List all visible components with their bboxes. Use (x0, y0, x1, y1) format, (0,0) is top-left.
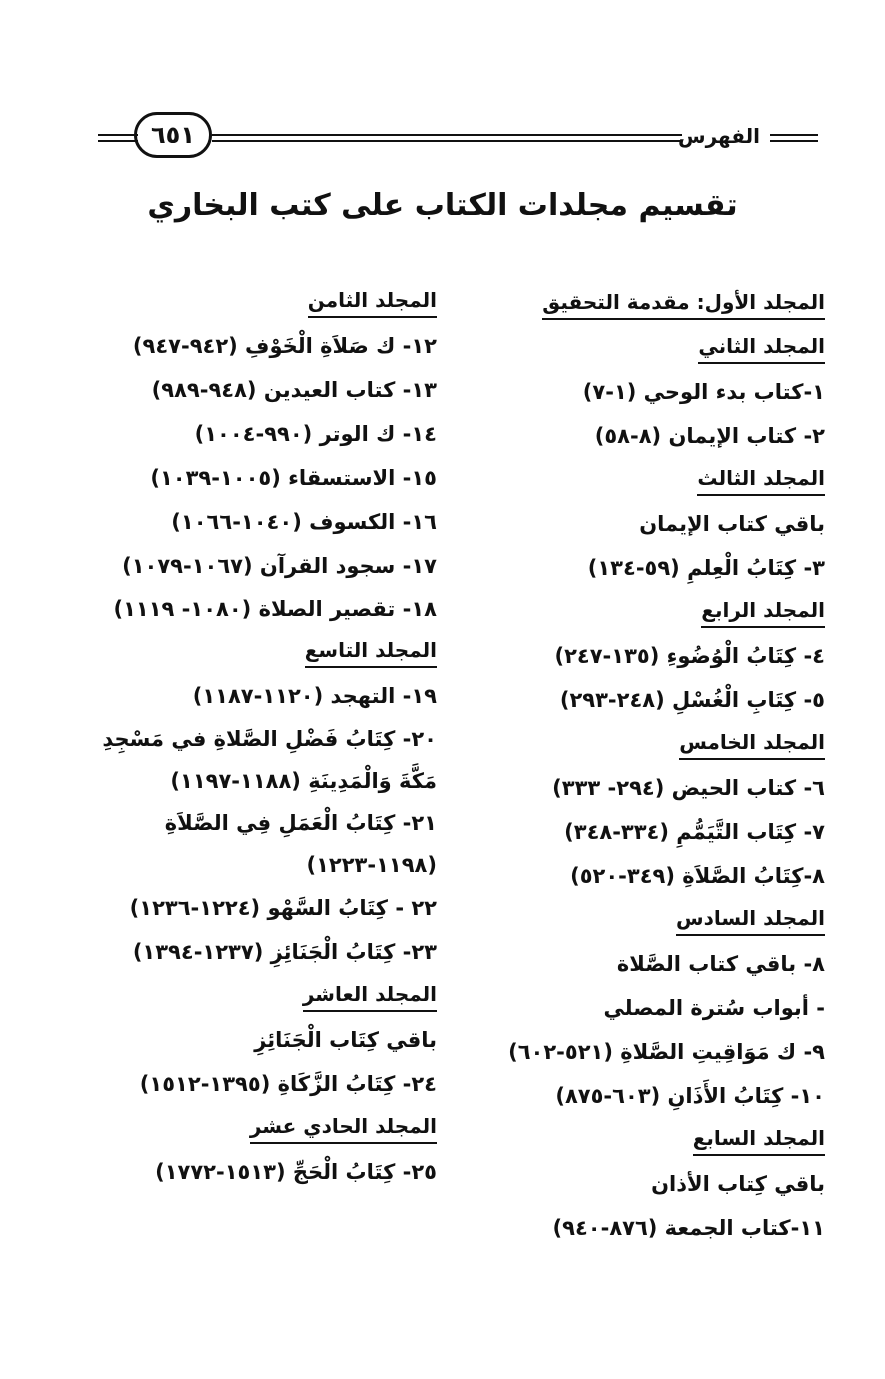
index-entry: باقي كتاب الإيمان (639, 512, 825, 536)
volume-heading: المجلد الأول: مقدمة التحقيق (542, 288, 825, 320)
volume-heading: المجلد الثامن (308, 286, 437, 318)
index-entry: ٨- باقي كتاب الصَّلاة (616, 952, 825, 976)
volume-8 (92, 280, 437, 630)
index-entry: ٦- كتاب الحيض (٢٩٤- ٣٣٣) (552, 776, 825, 800)
index-entry: ١٤- ك الوتر (٩٩٠-١٠٠٤) (194, 422, 437, 446)
volume-6 (480, 898, 825, 1118)
header-rule-left (98, 134, 138, 142)
volume-heading: المجلد الحادي عشر (250, 1112, 437, 1144)
index-entry: ١٢- ك صَلاَةِ الْخَوْفِ (٩٤٢-٩٤٧) (132, 334, 437, 358)
volume-heading: المجلد التاسع (305, 636, 437, 668)
page-title: تقسيم مجلدات الكتاب على كتب البخاري (147, 188, 738, 223)
index-entry: ٢٣- كِتَابُ الْجَنَائِزِ (١٢٣٧-١٣٩٤) (132, 940, 437, 964)
index-entry: ٢٢ - كِتَابُ السَّهْو (١٢٢٤-١٢٣٦) (129, 896, 437, 920)
volume-3 (480, 458, 825, 590)
volume-10 (92, 974, 437, 1106)
volume-heading: المجلد السادس (676, 904, 825, 936)
volume-9 (92, 630, 437, 974)
volume-heading: المجلد الرابع (701, 596, 825, 628)
volume-1 (480, 282, 825, 326)
volume-2 (480, 326, 825, 458)
volume-heading: المجلد الثالث (697, 464, 825, 496)
index-entry: باقي كِتاب الأذان (651, 1172, 825, 1196)
index-entry: ١٣- كتاب العيدين (٩٤٨-٩٨٩) (151, 378, 437, 402)
index-entry: ١١-كتاب الجمعة (٨٧٦-٩٤٠) (552, 1216, 825, 1240)
index-entry: ٢٤- كِتَابُ الزَّكَاةِ (١٣٩٥-١٥١٢) (139, 1072, 437, 1096)
index-entry: ٣- كِتَابُ الْعِلمِ (٥٩-١٣٤) (587, 556, 825, 580)
volume-7 (480, 1118, 825, 1250)
page-header (0, 0, 885, 180)
volume-5 (480, 722, 825, 898)
index-entry: ٢٠- كِتَابُ فَضْلِ الصَّلاةِ في مَسْجِدِ مَكَّةَ وَالْمَدِينَةِ (١١٨٨-١١٩٧) (102, 727, 437, 793)
index-entry: ٩- ك مَوَاقِيتِ الصَّلاةِ (٥٢١-٦٠٢) (508, 1040, 825, 1064)
index-entry: ١٩- التهجد (١١٢٠-١١٨٧) (192, 684, 437, 708)
volume-4 (480, 590, 825, 722)
index-entry: باقي كِتَاب الْجَنَائِزِ (254, 1028, 437, 1052)
page-number: ٦٥١ (134, 112, 212, 158)
volume-heading: المجلد العاشر (303, 980, 437, 1012)
index-entry: ٢١- كِتَابُ الْعَمَلِ فِي الصَّلاَةِ (١١٩٨-١٢٢٣) (164, 811, 437, 877)
volume-heading: المجلد الخامس (679, 728, 825, 760)
index-entry: ٢- كتاب الإيمان (٨-٥٨) (594, 424, 825, 448)
index-entry: ٨-كِتَابُ الصَّلاَةِ (٣٤٩-٥٢٠) (570, 864, 825, 888)
index-entry: ١٧- سجود القرآن (١٠٦٧-١٠٧٩) (122, 554, 437, 578)
index-entry: ٥- كِتَابِ الْغُسْلِ (٢٤٨-٢٩٣) (559, 688, 825, 712)
index-entry: ١٥- الاستسقاء (١٠٠٥-١٠٣٩) (150, 466, 437, 490)
volume-heading: المجلد السابع (693, 1124, 825, 1156)
index-entry: ١٦- الكسوف (١٠٤٠-١٠٦٦) (171, 510, 437, 534)
header-rule-right (770, 134, 818, 142)
header-rule-middle (212, 134, 682, 142)
index-entry: ١-كتاب بدء الوحي (١-٧) (582, 380, 825, 404)
index-entry: ١٨- تقصير الصلاة (١٠٨٠- ١١١٩) (113, 597, 437, 621)
left-column (92, 280, 437, 1194)
volume-11 (92, 1106, 437, 1194)
index-entry: - أبواب سُترة المصلي (603, 996, 825, 1020)
index-entry: ١٠- كِتَابُ الأَذَانِ (٦٠٣-٨٧٥) (555, 1084, 825, 1108)
index-entry: ٢٥- كِتَابُ الْحَجِّ (١٥١٣-١٧٧٢) (155, 1160, 437, 1184)
volume-heading: المجلد الثاني (698, 332, 825, 364)
right-column (480, 282, 825, 1250)
running-head: الفهرس (677, 124, 760, 148)
index-entry: ٤- كِتَابُ الْوُضُوءِ (١٣٥-٢٤٧) (554, 644, 825, 668)
index-entry: ٧- كِتَاب التَّيَمُّمِ (٣٣٤-٣٤٨) (564, 820, 825, 844)
